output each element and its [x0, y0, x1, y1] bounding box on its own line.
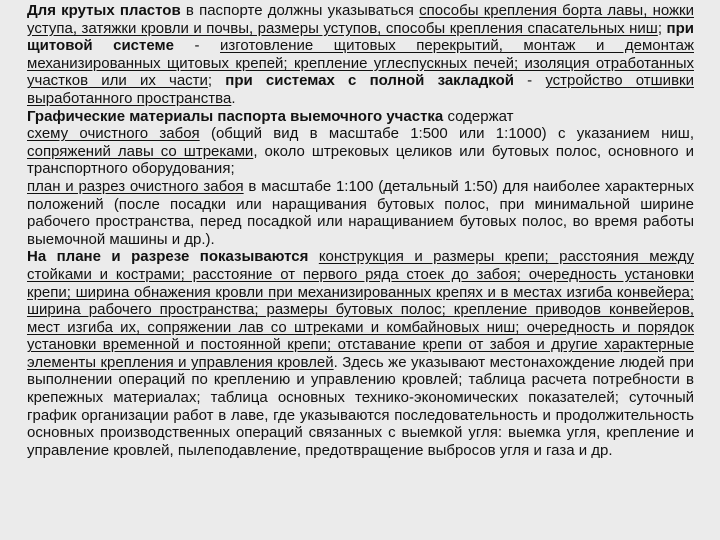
underlined-text: план и разрез очистного забоя [27, 177, 244, 195]
underlined-text: конструкция и размеры крепи; расстояния между стойками и кострами; расстояние от первого ряда стоек до забоя; очередность установки крепи; ширина обнажения кровли при механизированных крепях и в местах изгиба конвейера; ширина рабочего пространства; размеры бутовых полос; крепление приводов конвейеров, мест изгиба их, сопряжении лав со штреками и комбайновых ниш; очередность и порядок установки временной и постоянной крепи; отставание крепи от забоя и другие характерные элементы крепления и управления кровлей [27, 248, 694, 371]
paragraph-face-scheme [27, 125, 694, 178]
text-run: (общий вид в масштабе 1:500 или 1:1000) с указанием ниш, [199, 125, 694, 143]
term-full-backfill: при системах с полной закладкой [225, 72, 514, 90]
text-run: , около штрековых целиков или бутовых полос, основного и транспортного оборудования; [27, 142, 694, 178]
term-shield-system: при щитовой системе [27, 19, 694, 55]
paragraph-steep-seams [27, 2, 694, 108]
text-run: содержат [443, 107, 514, 125]
text-run: ; [207, 72, 226, 90]
text-run: в паспорте должны указываться [180, 2, 420, 19]
paragraph-graphic-materials [27, 108, 694, 126]
paragraph-plan-section [27, 178, 694, 248]
underlined-text: сопряжений лавы со штреками [27, 142, 254, 160]
text-run: - [513, 72, 546, 90]
text-run: ; [657, 19, 667, 37]
heading-graphic-materials: Графические материалы паспорта выемочного участка [27, 107, 444, 125]
text-run: - [173, 37, 221, 55]
underlined-text: схему очистного забоя [27, 125, 200, 143]
text-run [308, 248, 318, 265]
heading-plan-shows: На плане и разрезе показываются [27, 248, 309, 266]
text-run: в масштабе 1:100 (детальный 1:50) для наиболее характерных положений (после посадки или наращивания бутовых полос, при минимальной ширине рабочего пространства, перед посадкой или наращиванием бутовых полос, во время работы выемочной машины и др.). [27, 177, 694, 248]
document-body [27, 2, 694, 459]
term-steep-seams: Для крутых пластов [27, 2, 181, 19]
text-run: . Здесь же указывают местонахождение людей при выполнении операций по креплению и управлению кровлей; таблица расчета потребности в крепежных материалах; таблица основных технико-экономических показателей; суточный график организации работ в лаве, где указываются последовательность и продолжительность основных производственных операций связанных с выемкой угля: выемка угля, крепление и управление кровлей, пылеподавление, предотвращение выбросов угля и газа и др. [27, 353, 694, 459]
underlined-text: изготовление щитовых перекрытий, монтаж и демонтаж механизированных щитовых крепей; крепление углеспускных печей; изоляция отработанных участков или их части [27, 37, 694, 90]
paragraph-plan-shows [27, 248, 694, 459]
underlined-text: способы крепления борта лавы, ножки уступа, затяжки кровли и почвы, размеры уступов, способы крепления спасательных ниш [27, 2, 694, 37]
underlined-text: устройство отшивки выработанного пространства [27, 72, 694, 107]
text-run: . [231, 89, 236, 107]
